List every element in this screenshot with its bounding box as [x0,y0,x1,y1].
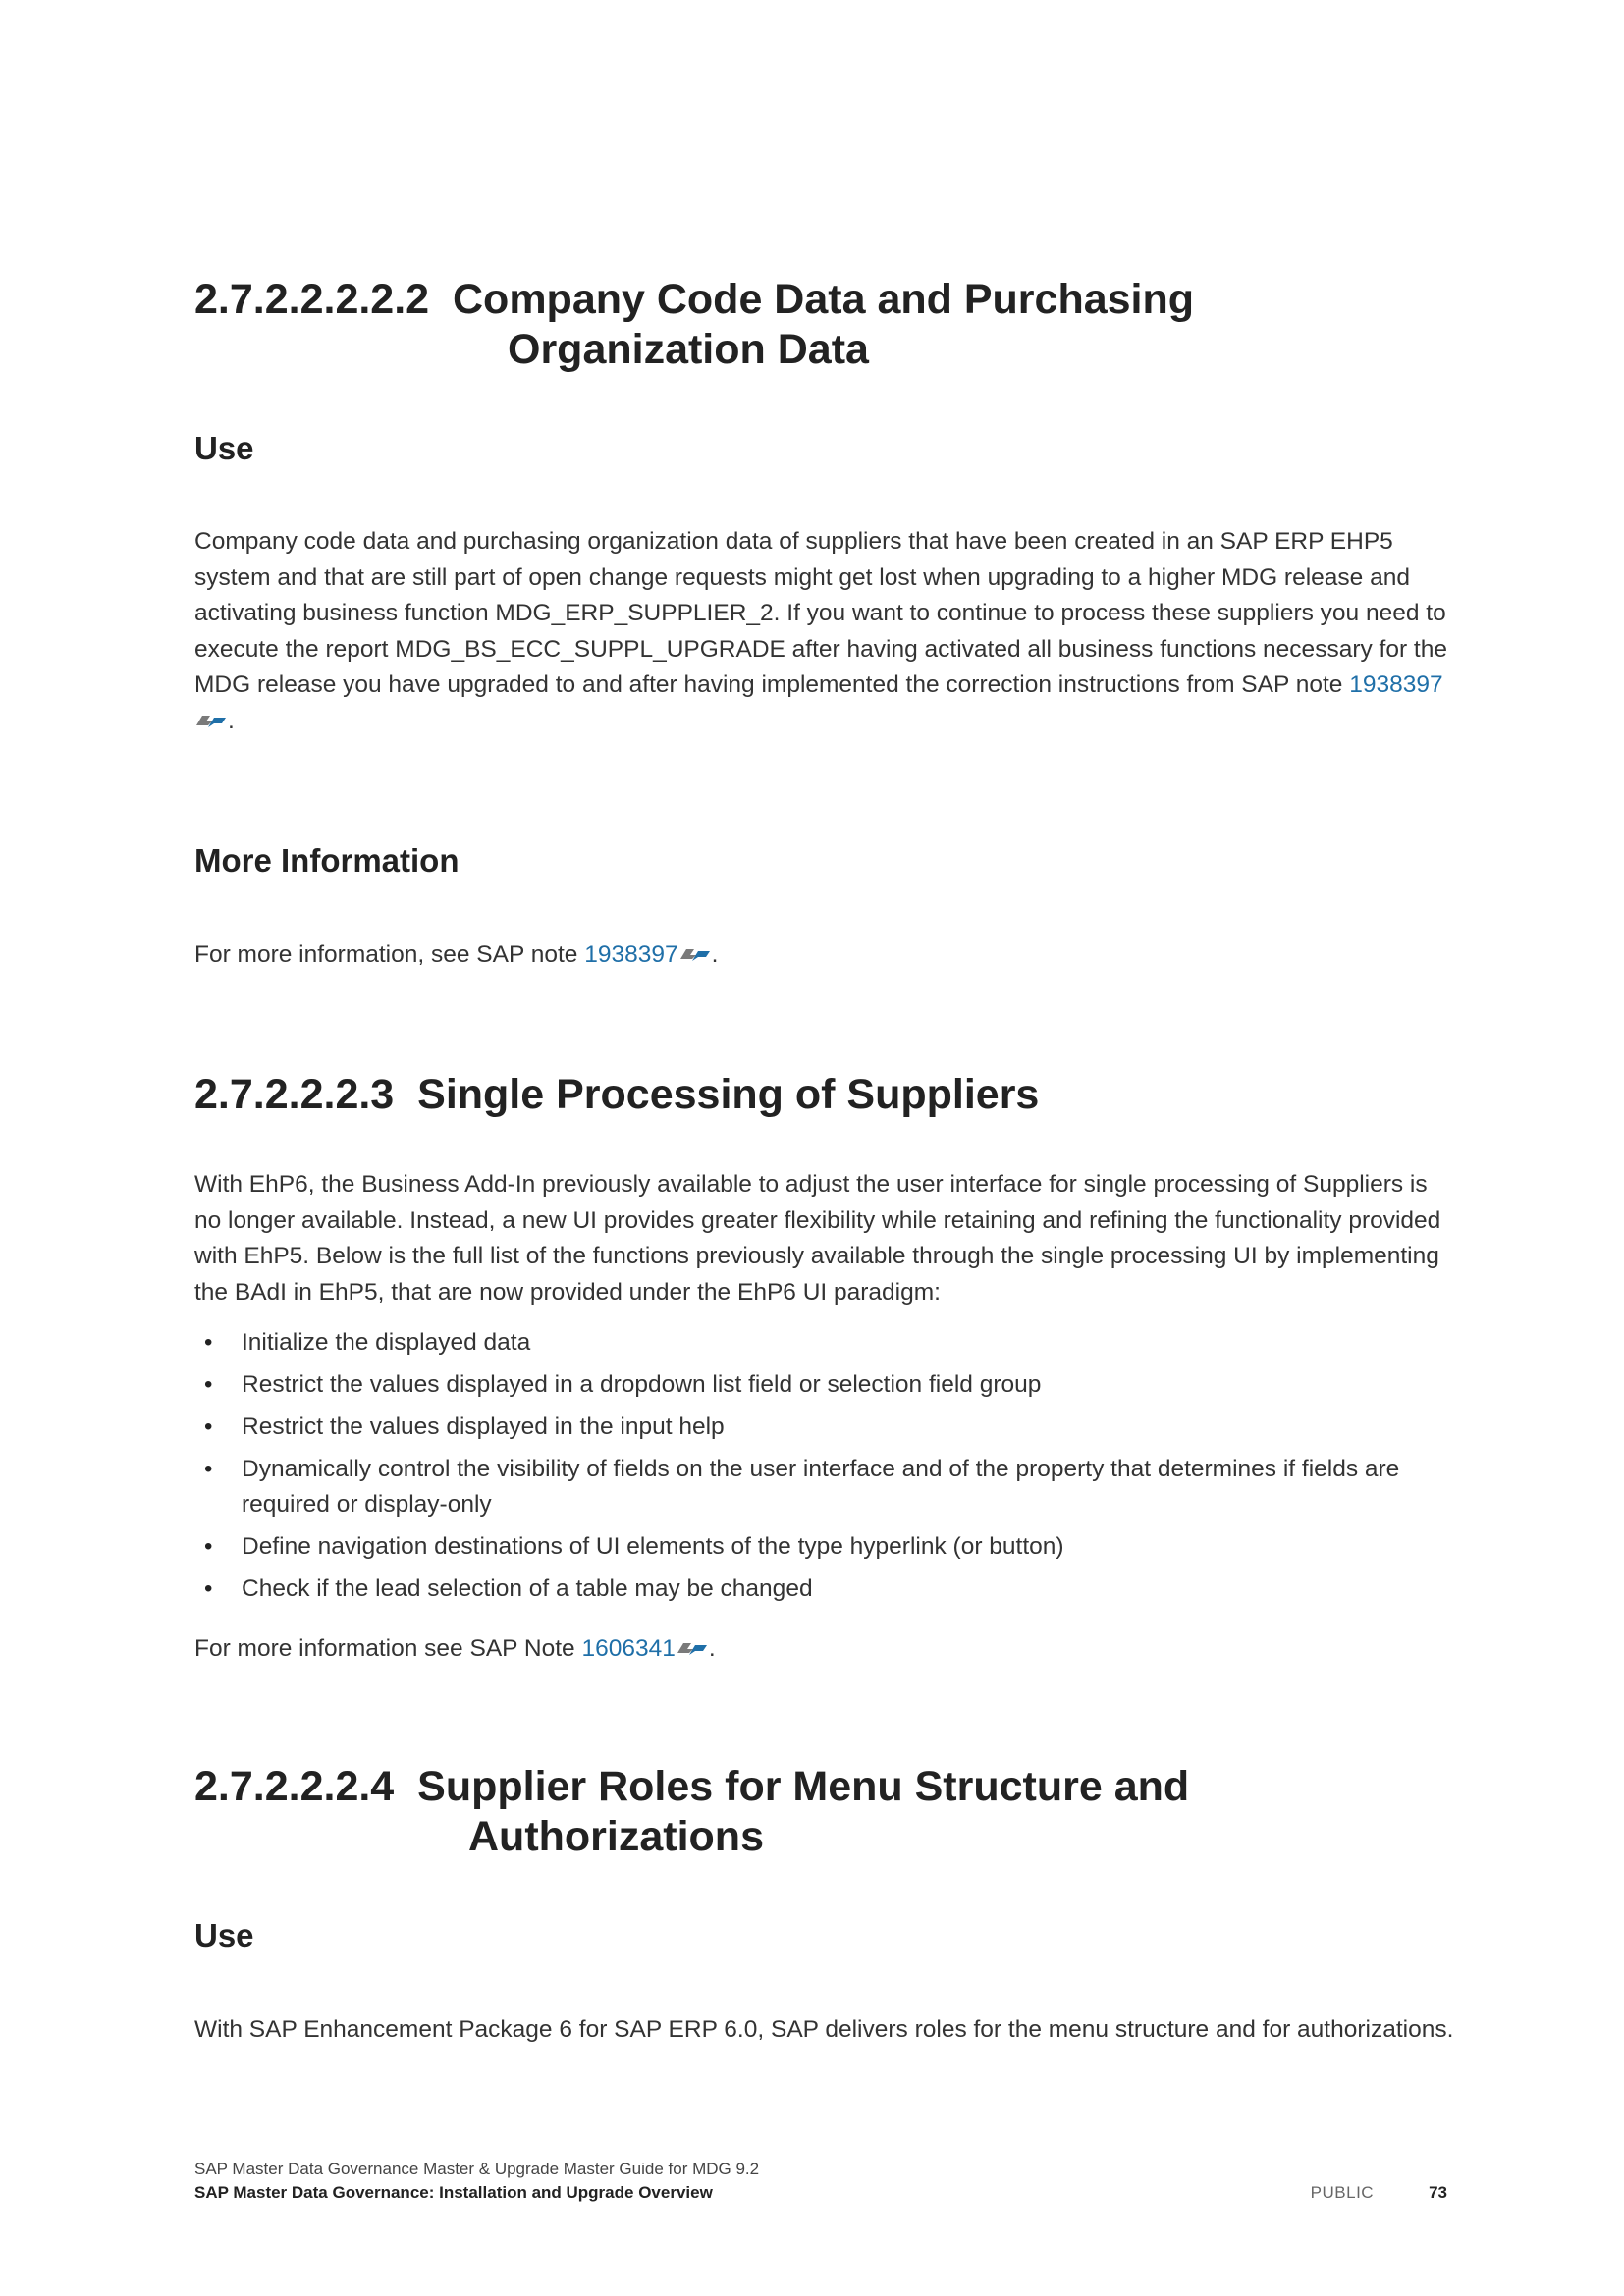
sap-note-link-text: 1938397 [1349,671,1443,698]
functions-list [194,1325,1456,1614]
use-end: . [228,707,235,734]
section-title-line2: Organization Data [508,326,869,373]
classification-label: PUBLIC [1310,2183,1375,2202]
sap-note-link[interactable] [584,941,711,968]
page-footer [194,2158,1447,2205]
use-paragraph [194,524,1456,739]
note-text: For more information see SAP Note [194,1635,582,1662]
section-number: 2.7.2.2.2.4 [194,1763,395,1810]
more-end: . [711,941,719,968]
section-number: 2.7.2.2.2.2.2 [194,276,430,323]
list-item: • Initialize the displayed data [194,1325,1456,1361]
more-text: For more information, see SAP note [194,941,585,968]
section-title-line1: Company Code Data and Purchasing [453,276,1195,323]
external-link-icon [194,710,228,729]
section-title-line1: Supplier Roles for Menu Structure and [417,1763,1190,1810]
supplier-roles-paragraph: With SAP Enhancement Package 6 for SAP ERP 6.0, SAP delivers roles for the menu structure and for authorizations. [194,2016,1454,2043]
list-item: • Define navigation destinations of UI elements of the type hyperlink (or button) [194,1529,1456,1565]
footer-right [1311,2181,1447,2205]
more-information-heading: More Information [194,842,460,879]
note-end: . [708,1635,716,1662]
footer-chapter-title: SAP Master Data Governance: Installation and Upgrade Overview [194,2183,713,2202]
footer-document-title: SAP Master Data Governance Master & Upgrade Master Guide for MDG 9.2 [194,2160,760,2178]
list-item: • Restrict the values displayed in the input help [194,1410,1456,1445]
section-title: Single Processing of Suppliers [417,1071,1040,1118]
list-item: • Check if the lead selection of a table may be changed [194,1572,1456,1607]
sap-note-link-text: 1606341 [581,1635,676,1662]
external-link-icon [678,943,712,963]
use-heading: Use [194,1917,254,1953]
sap-note-link[interactable] [581,1635,708,1662]
more-information-paragraph [194,937,718,974]
list-item: • Restrict the values displayed in a dropdown list field or selection field group [194,1367,1456,1403]
single-processing-intro: With EhP6, the Business Add-In previously available to adjust the user interface for single processing of Suppliers is no longer available. Instead, a new UI provides greater flexibility while retaining and refining the functionality provided with EhP5. Below is the full list of the functions previously available through the single processing UI by implementing the BAdI in EhP5, that are now provided under the EhP6 UI paradigm: [194,1171,1441,1306]
section-heading-supplier-roles [194,1762,1189,1862]
external-link-icon [676,1637,709,1657]
section-heading-company-code [194,275,1194,375]
section-heading-single-processing [194,1070,1039,1120]
list-item: • Dynamically control the visibility of fields on the user interface and of the property that determines if fields are required or display-only [194,1452,1456,1522]
section-title-line2: Authorizations [468,1813,764,1860]
more-information-note-paragraph [194,1631,716,1668]
use-heading: Use [194,430,254,466]
page-number: 73 [1429,2183,1447,2202]
section-number: 2.7.2.2.2.3 [194,1071,395,1118]
sap-note-link-text: 1938397 [584,941,678,968]
use-text: Company code data and purchasing organization data of suppliers that have been created in an SAP ERP EHP5 system and that are still part of open change requests might get lost when upgrading to a higher MDG release and activating business function MDG_ERP_SUPPLIER_2. If you want to continue to process these suppliers you need to execute the report MDG_BS_ECC_SUPPL_UPGRADE after having activated all business functions necessary for the MDG release you have upgraded to and after having implemented the correction instructions from SAP note [194,528,1447,698]
